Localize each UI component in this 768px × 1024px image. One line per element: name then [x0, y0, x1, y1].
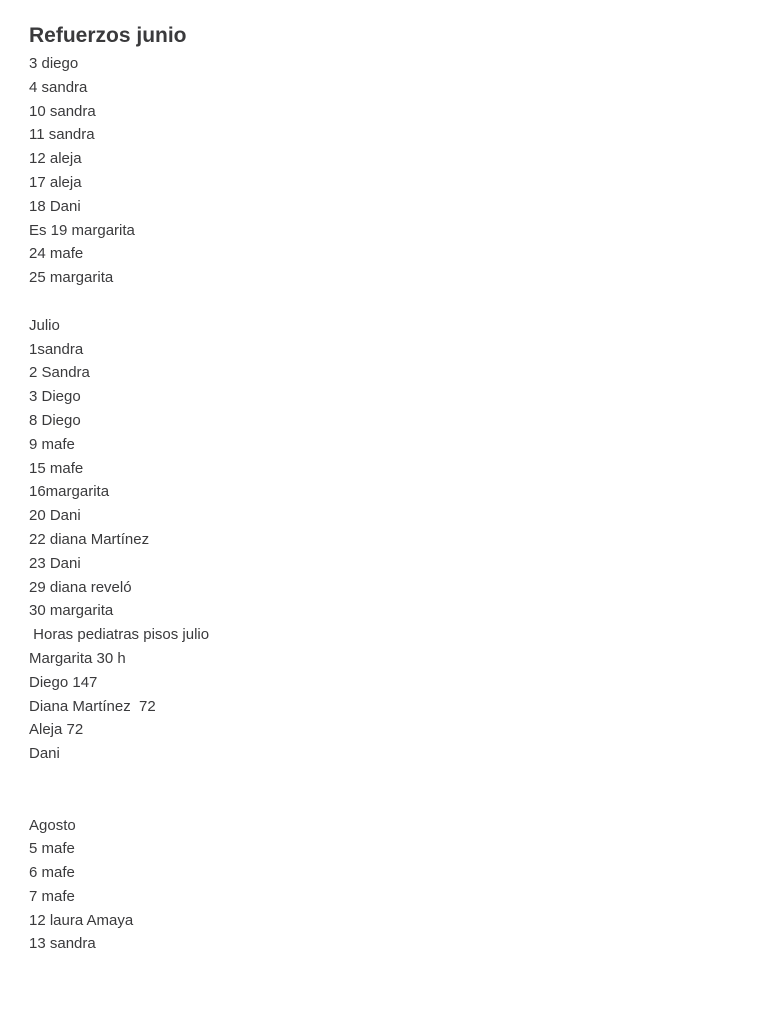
note-line: 4 sandra	[29, 78, 88, 96]
note-line: 13 sandra	[29, 935, 96, 953]
blank-line	[29, 766, 729, 790]
note-line: Aleja 72	[29, 721, 84, 739]
note-line: 20 Dani	[29, 507, 81, 525]
note-line: 16margarita	[29, 483, 110, 501]
note-line: 9 mafe	[29, 435, 75, 453]
note-line: 6 mafe	[29, 864, 75, 882]
note-line: 12 laura Amaya	[29, 911, 134, 929]
note-line: 8 Diego	[29, 411, 81, 429]
note-line: 17 aleja	[29, 173, 82, 191]
note-line: 3 Diego	[29, 388, 81, 406]
note-line: Margarita 30 h	[29, 649, 126, 667]
note-line: 30 margarita	[29, 602, 114, 620]
blank-line	[29, 790, 729, 814]
note-line: 23 Dani	[29, 554, 81, 572]
blank-line	[29, 290, 729, 314]
note-line: Julio	[29, 316, 60, 334]
note-body[interactable]	[29, 20, 729, 956]
note-lines	[29, 52, 729, 956]
note-title: Refuerzos junio	[29, 24, 187, 47]
note-line: Diana Martínez 72	[29, 697, 156, 715]
note-line: 15 mafe	[29, 459, 84, 477]
note-line: Diego 147	[29, 673, 98, 691]
note-line: 10 sandra	[29, 102, 96, 120]
note-line: 3 diego	[29, 55, 79, 72]
note-line: 11 sandra	[29, 126, 95, 144]
note-line: 25 margarita	[29, 269, 114, 287]
note-line: 22 diana Martínez	[29, 530, 150, 548]
note-line: Dani	[29, 745, 60, 763]
note-line: Es 19 margarita	[29, 221, 135, 239]
note-line: 29 diana reveló	[29, 578, 132, 596]
note-line: 24 mafe	[29, 245, 84, 263]
note-line: Agosto	[29, 816, 76, 834]
note-line: 1sandra	[29, 340, 84, 358]
note-line: 7 mafe	[29, 887, 75, 905]
note-line: 12 aleja	[29, 150, 82, 168]
note-line: 5 mafe	[29, 840, 75, 858]
note-line: 18 Dani	[29, 197, 81, 215]
note-line: 2 Sandra	[29, 364, 90, 382]
note-line: Horas pediatras pisos julio	[29, 626, 210, 644]
